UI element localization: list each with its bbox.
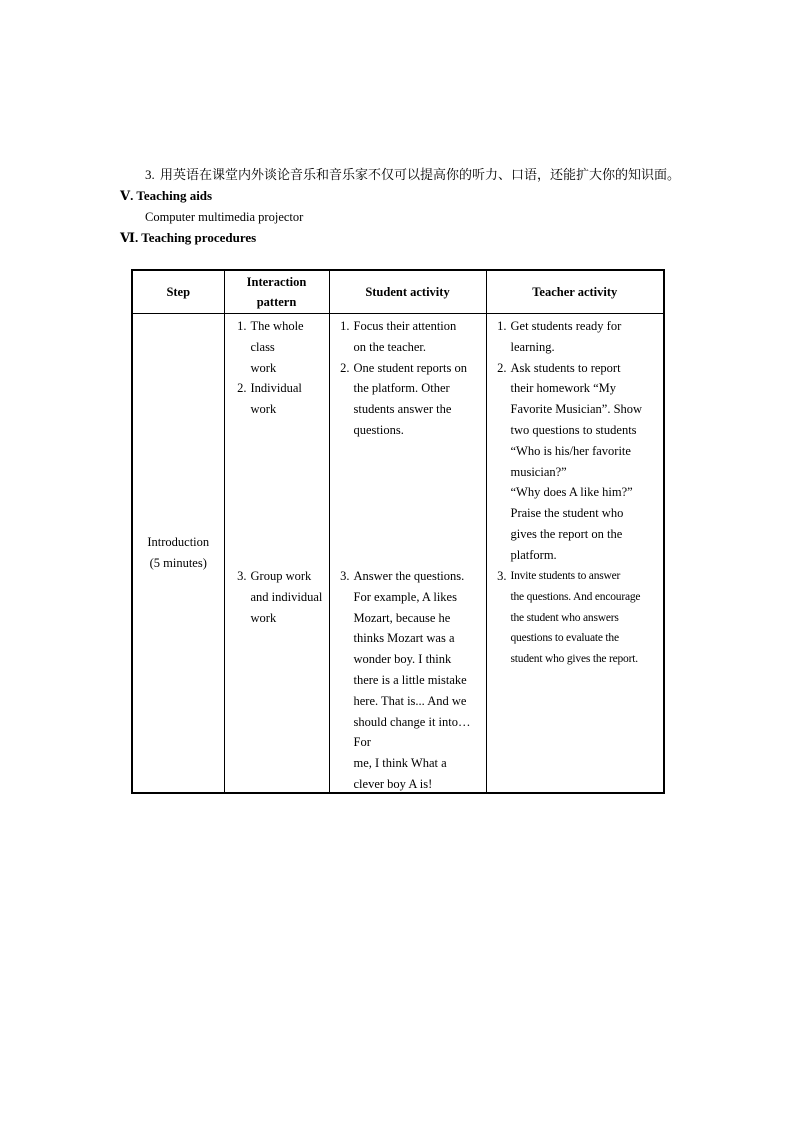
teacher-list-b [489,566,660,670]
header-teacher-activity: Teacher activity [486,270,664,314]
section-heading-teaching-procedures: Ⅵ. Teaching procedures [120,230,257,245]
list-item: 2. One student reports on the platform. Other students answer the questions. [340,360,468,437]
step-cell [132,314,224,794]
interaction-list-a [229,316,329,420]
section-heading-teaching-aids: Ⅴ. Teaching aids [120,188,213,203]
list-item: 2. Ask students to report their homework “My Favorite Musician”. Show two questions to students “Who is his/her favorite musician?” “Why does A like him?” Praise the student who gives the report on the platform. [497,360,643,562]
student-activity-cell [329,314,486,794]
list-item: 1. The whole class work [237,319,304,375]
header-interaction: Interaction pattern [224,270,329,314]
list-item: 2. Individual work [237,381,302,417]
list-item: 3. Invite students to answer the questions. And encourage the student who answers questions to evaluate the student who gives the report. [497,569,641,666]
header-student-activity: Student activity [329,270,486,314]
list-item: 3. Group work and individual work [237,569,323,625]
list-item: 1. Focus their attention on the teacher. [340,319,457,354]
student-list-a [332,316,482,441]
teacher-activity-cell [486,314,664,794]
table-header-row [132,270,664,314]
header-step: Step [132,270,224,314]
list-item: 1. Get students ready for learning. [497,319,622,354]
interaction-list-b [229,566,329,628]
teacher-list-a [489,316,660,566]
procedures-table [131,269,665,794]
list-item: 3. Answer the questions. For example, A likes Mozart, because he thinks Mozart was a wonder boy. I think there is a little mistake here. That is... And we should change it into… For me, I think What a clever boy A is! [340,569,471,791]
interaction-cell [224,314,329,794]
student-list-b [332,566,482,795]
item-text: 用英语在课堂内外谈论音乐和音乐家不仅可以提高你的听力、口语，还能扩大你的知识面。 [160,167,681,182]
step-label: Introduction (5 minutes) [147,535,210,570]
objective-item-3 [145,165,680,185]
teaching-aids-content: Computer multimedia projector [145,210,304,224]
table-row [132,314,664,794]
item-number: 3. [145,167,155,182]
